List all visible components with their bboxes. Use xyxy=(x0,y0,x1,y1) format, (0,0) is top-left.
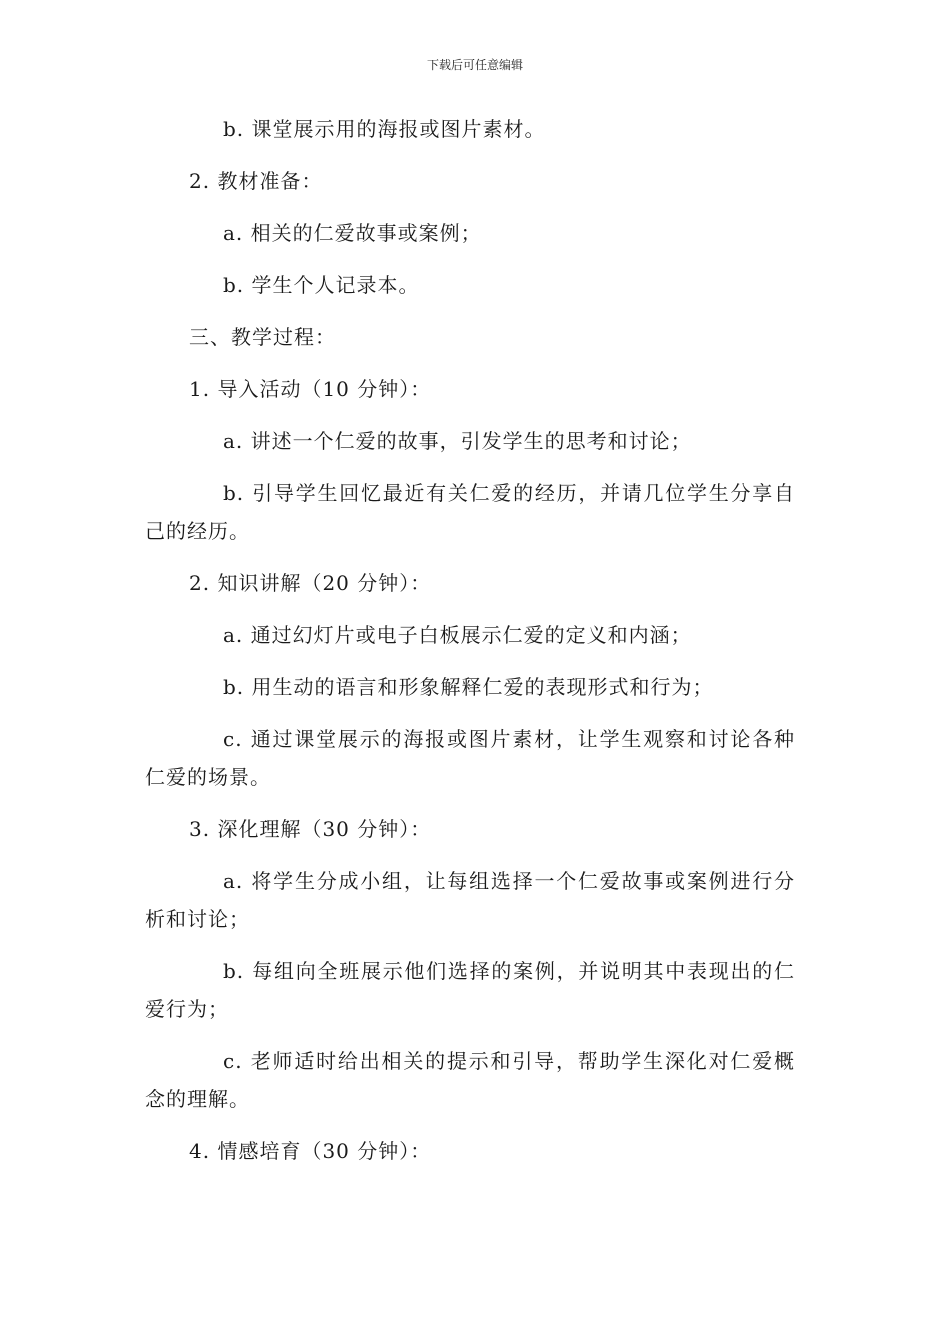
list-item: a. 将学生分成小组，让每组选择一个仁爱故事或案例进行分析和讨论； xyxy=(145,869,795,931)
section-heading: 4. 情感培育（30 分钟）： xyxy=(189,1139,432,1163)
list-item: b. 课堂展示用的海报或图片素材。 xyxy=(223,117,546,141)
list-item: b. 引导学生回忆最近有关仁爱的经历，并请几位学生分享自己的经历。 xyxy=(145,481,795,543)
list-item: a. 相关的仁爱故事或案例； xyxy=(223,221,482,245)
section-heading: 1. 导入活动（10 分钟）： xyxy=(189,377,432,401)
section-heading: 2. 教材准备： xyxy=(189,169,323,193)
document-body xyxy=(145,110,795,1184)
header-note: 下载后可任意编辑 xyxy=(426,58,523,72)
list-item: a. 通过幻灯片或电子白板展示仁爱的定义和内涵； xyxy=(223,623,692,647)
list-item: c. 通过课堂展示的海报或图片素材，让学生观察和讨论各种仁爱的场景。 xyxy=(145,727,795,789)
section-heading: 3. 深化理解（30 分钟）： xyxy=(189,817,432,841)
list-item: b. 学生个人记录本。 xyxy=(223,273,420,297)
list-item: b. 用生动的语言和形象解释仁爱的表现形式和行为； xyxy=(223,675,714,699)
section-heading: 三、教学过程： xyxy=(189,325,336,349)
section-heading: 2. 知识讲解（20 分钟）： xyxy=(189,571,432,595)
list-item: a. 讲述一个仁爱的故事，引发学生的思考和讨论； xyxy=(223,429,692,453)
list-item: b. 每组向全班展示他们选择的案例，并说明其中表现出的仁爱行为； xyxy=(145,959,795,1021)
list-item: c. 老师适时给出相关的提示和引导，帮助学生深化对仁爱概念的理解。 xyxy=(145,1049,795,1111)
